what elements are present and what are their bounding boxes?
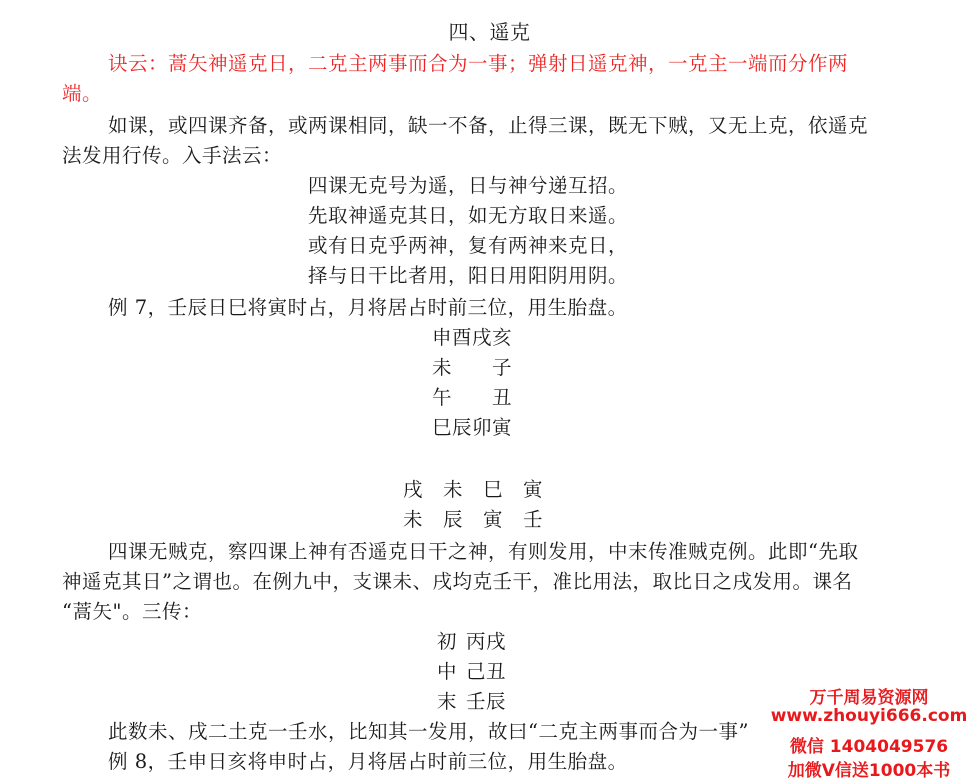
lesson-top-2: 未: [443, 478, 464, 501]
board-row-3-left: 午: [432, 386, 453, 409]
verse-line-1: 诀云：蒿矢神遥克日，二克主两事而合为一事；弹射日遥克神，一克主一端而分作两: [108, 52, 849, 75]
board-top-row: 申酉戌亥: [432, 326, 513, 349]
poem-line-4: 择与日干比者用，阳日用阳阴用阴。: [308, 264, 629, 287]
watermark-line-3: 微信 1404049576: [789, 737, 949, 757]
example-8: 例 8，壬申日亥将申时占，月将居占时前三位，用生胎盘。: [108, 750, 628, 773]
lesson-bottom-4: 壬: [523, 508, 544, 531]
paragraph-2-line-1: 四课无贼克，察四课上神有否遥克日干之神，有则发用，中末传准贼克例。此即“先取: [108, 540, 859, 563]
transmission-1-label: 初: [437, 630, 458, 653]
board-bottom-row: 巳辰卯寅: [432, 416, 513, 439]
transmission-3-value: 壬辰: [466, 690, 507, 713]
board-row-2-left: 未: [432, 356, 453, 379]
lesson-bottom-1: 未: [403, 508, 424, 531]
example-7: 例 7，壬辰日巳将寅时占，月将居占时前三位，用生胎盘。: [108, 296, 628, 319]
lesson-top-3: 巳: [483, 478, 504, 501]
paragraph-2-line-2: 神遥克其日”之谓也。在例九中，支课未、戌均克壬干，准比用法，取比日之戌发用。课名: [62, 570, 853, 593]
watermark-line-4: 加微V信送1000本书: [787, 761, 951, 781]
section-title: 四、遥克: [448, 20, 531, 44]
poem-line-1: 四课无克号为遥，日与神兮递互招。: [308, 174, 629, 197]
transmission-1-value: 丙戌: [466, 630, 507, 653]
board-row-3-right: 丑: [492, 386, 513, 409]
poem-line-2: 先取神遥克其日，如无方取日来遥。: [308, 204, 629, 227]
watermark-line-1: 万千周易资源网: [809, 688, 929, 708]
lesson-top-4: 寅: [523, 478, 544, 501]
paragraph-1-line-1: 如课，或四课齐备，或两课相同，缺一不备，止得三课，既无下贼，又无上克，依遥克: [108, 114, 869, 137]
paragraph-2-line-3: “蒿矢"。三传：: [62, 600, 202, 623]
lesson-bottom-2: 辰: [443, 508, 464, 531]
paragraph-1-line-2: 法发用行传。入手法云：: [62, 144, 283, 167]
transmission-3-label: 末: [437, 690, 458, 713]
transmission-2-label: 中: [437, 660, 458, 683]
paragraph-3: 此数未、戌二土克一壬水，比知其一发用，故曰“二克主两事而合为一事”: [108, 720, 749, 743]
lesson-bottom-3: 寅: [483, 508, 504, 531]
board-row-2-right: 子: [492, 356, 513, 379]
transmission-2-value: 己丑: [466, 660, 507, 683]
watermark-line-2: www.zhouyi666.com: [770, 706, 968, 726]
verse-line-2: 端。: [62, 82, 103, 105]
lesson-top-1: 戌: [403, 478, 424, 501]
poem-line-3: 或有日克乎两神，复有两神来克日，: [308, 234, 629, 257]
